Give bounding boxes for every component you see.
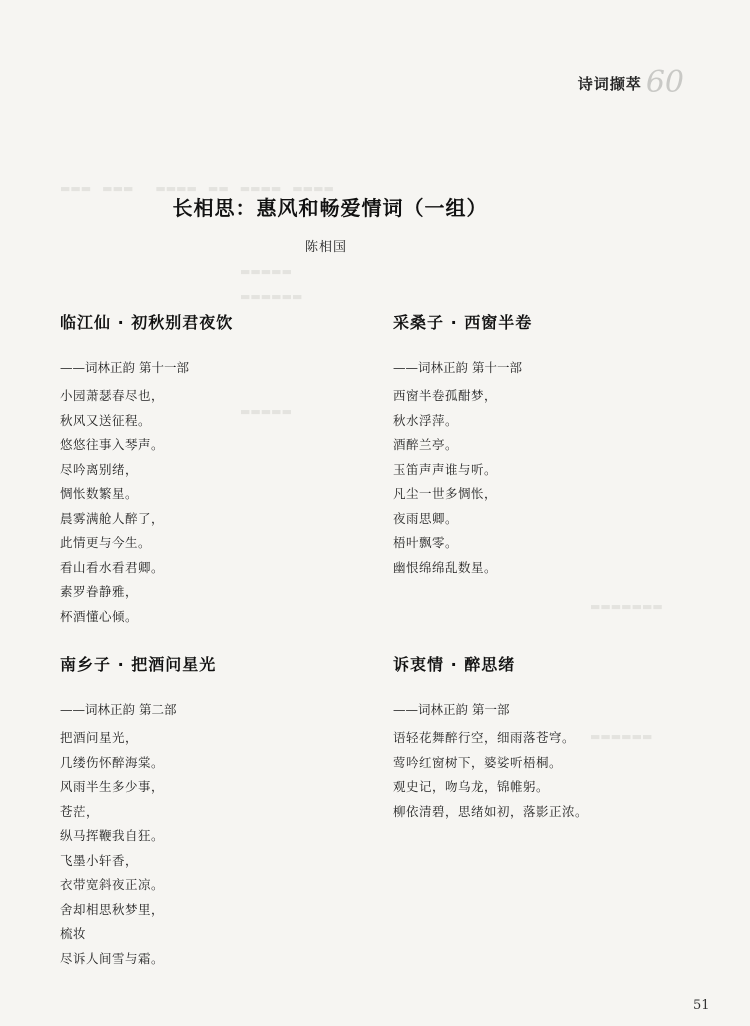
running-header [577, 65, 684, 100]
poem-line: 西窗半卷孤酣梦， [393, 388, 498, 403]
poem-line: 尽吟离别绪， [60, 461, 139, 477]
poem-line: 梧叶飘零。 [393, 535, 459, 550]
poem-line: 此情更与今生。 [60, 535, 152, 550]
poem-line: 幽恨绵绵乱数星。 [393, 559, 498, 575]
poem-line: 舍却相思秋梦里， [60, 901, 165, 917]
author-name: 陈相国 [304, 240, 347, 255]
poem-line: 几缕伤怀醉海棠。 [60, 754, 165, 770]
poem-title: 诉衷情 · 醉思绪 [393, 655, 516, 674]
poem-title: 采桑子 · 西窗半卷 [393, 313, 533, 332]
bleed-through: ▬▬▬▬▬▬▬ [590, 600, 663, 613]
poem-line: 梳妆 [60, 926, 87, 941]
poem-line: 尽诉人间雪与霜。 [60, 950, 165, 966]
poem-line: 纵马挥鞭我自狂。 [60, 828, 165, 843]
bleed-through: ▬▬▬▬▬ [240, 265, 292, 278]
poem-title: 南乡子 · 把酒问星光 [60, 655, 217, 674]
bleed-through: ▬▬▬▬▬▬ [240, 290, 303, 303]
poem-line: 小园萧瑟春尽也， [60, 388, 165, 403]
poem-line: 柳依清碧，思绪如初，落影正浓。 [393, 803, 589, 819]
poem-line: 凡尘一世多惆怅， [393, 486, 498, 501]
bleed-through: ▬▬▬▬▬ [240, 405, 292, 418]
poem-line: 晨雾满舱人醉了， [60, 510, 165, 526]
section-logo-mark: 60 [645, 65, 684, 100]
poem-rhyme-note: ——词林正韵 第十一部 [60, 360, 189, 375]
poem-caisangzi [393, 312, 693, 580]
poem-line: 苍茫， [60, 803, 100, 819]
poem-line: 看山看水看君卿。 [60, 559, 165, 575]
poem-line: 把酒问星光， [60, 730, 139, 745]
poem-title: 临江仙 · 初秋别君夜饮 [60, 313, 234, 332]
poem-line: 杯酒懂心倾。 [60, 608, 139, 624]
poem-rhyme-note: ——词林正韵 第十一部 [393, 360, 522, 375]
poem-line: 素罗眷静雅， [60, 584, 139, 599]
poem-line: 飞墨小轩香， [60, 852, 139, 868]
poem-suzhongqing [393, 654, 693, 824]
page-number: 51 [693, 998, 710, 1013]
poem-line: 秋水浮萍。 [393, 412, 459, 428]
poem-line: 悠悠往事入琴声。 [60, 437, 165, 452]
poem-lines [393, 384, 693, 580]
poem-line: 风雨半生多少事， [60, 779, 165, 794]
poem-linjiangxian [60, 312, 360, 629]
bleed-through: ▬▬▬▬▬▬ [590, 730, 653, 743]
poem-line: 秋风又送征程。 [60, 412, 152, 428]
poem-lines [60, 384, 360, 629]
poem-line: 观史记，吻乌龙，锦帷躬。 [393, 779, 550, 794]
poem-line: 语轻花舞醉行空，细雨落苍穹。 [393, 730, 576, 745]
poem-nanxiangzi [60, 654, 360, 971]
poem-lines [60, 726, 360, 971]
page-title: 长相思：惠风和畅爱情词（一组） [172, 196, 488, 220]
bleed-through: ▬▬▬ ▬▬▬ ▬▬▬▬ ▬▬ ▬▬▬▬ ▬▬▬▬ [60, 182, 334, 195]
poem-line: 衣带宽斜夜正凉。 [60, 877, 165, 892]
poem-lines [393, 726, 693, 824]
poem-line: 酒醉兰亭。 [393, 437, 459, 452]
poem-line: 夜雨思卿。 [393, 510, 459, 526]
poem-line: 惆怅数繁星。 [60, 486, 139, 501]
poem-line: 玉笛声声谁与听。 [393, 461, 498, 477]
section-name: 诗词撷萃 [577, 74, 642, 93]
poem-line: 莺吟红窗树下，婆娑听梧桐。 [393, 754, 563, 770]
poem-rhyme-note: ——词林正韵 第一部 [393, 702, 510, 717]
poem-rhyme-note: ——词林正韵 第二部 [60, 702, 177, 717]
